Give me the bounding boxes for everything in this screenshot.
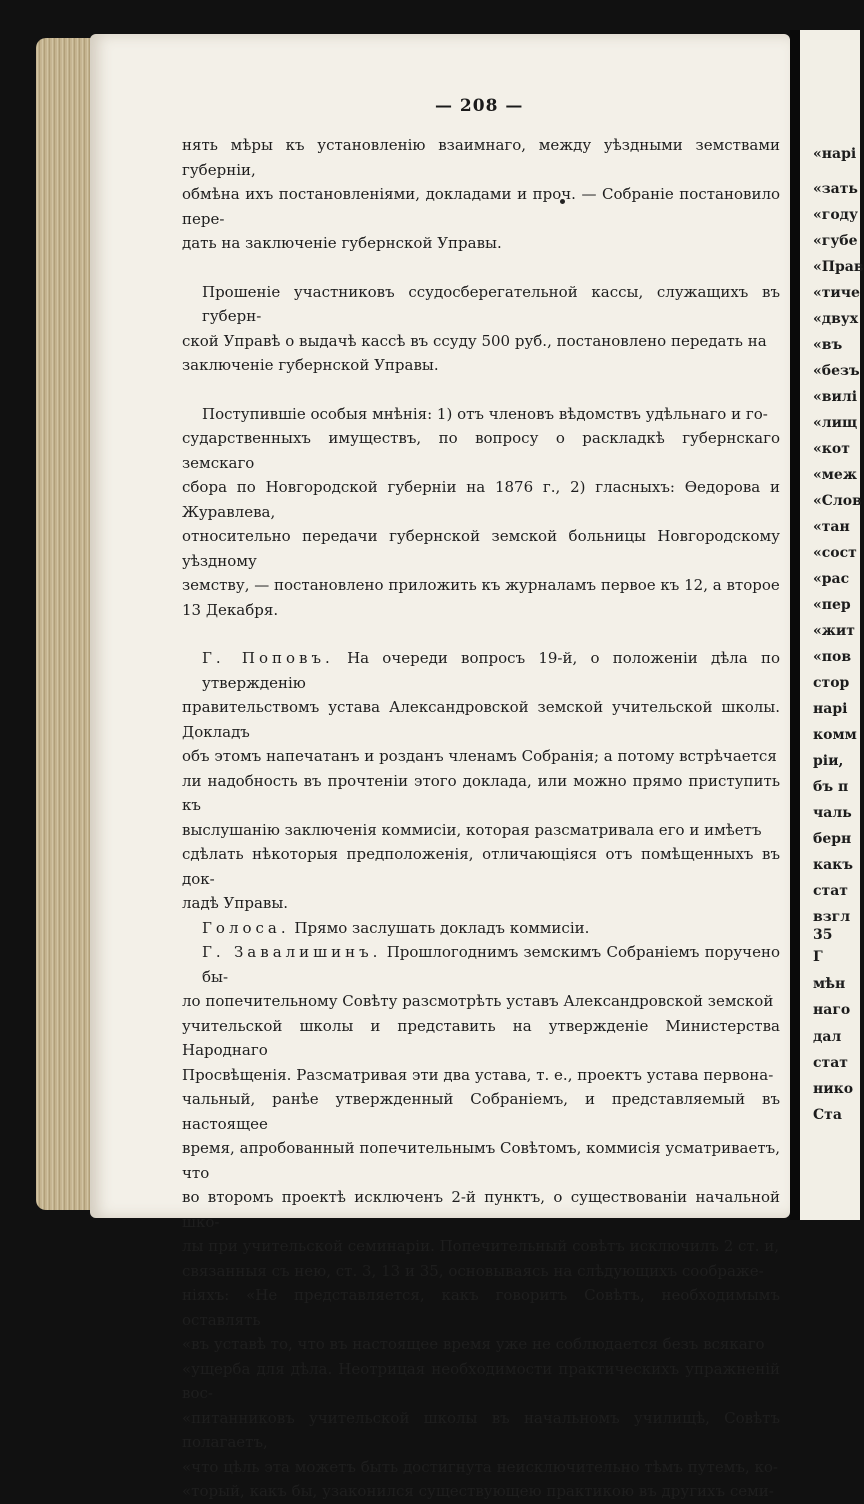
next-page-fragment: «въ bbox=[813, 337, 843, 353]
next-page-fragment: нарі bbox=[813, 701, 848, 717]
text-line: обмѣна ихъ постановленіями, докладами и проч. — Собраніе постановило пере- bbox=[182, 185, 780, 228]
text-line: лы при учительской семинаріи. Попечительный совѣтъ исключилъ 2 ст. и, bbox=[182, 1237, 780, 1255]
text-line: нять мѣры къ установленію взаимнаго, между уѣздными земствами губерніи, bbox=[182, 136, 780, 179]
text-line: 13 Декабря. bbox=[182, 600, 279, 619]
next-page-fragment: бъ п bbox=[813, 779, 849, 795]
speaker-name: Голоса. bbox=[202, 918, 290, 937]
next-page-fragment: 35 bbox=[813, 927, 833, 943]
speaker-name: Г. Поповъ. bbox=[202, 649, 334, 667]
next-page-fragment: берн bbox=[813, 831, 852, 847]
next-page-fragment: «зать bbox=[813, 181, 858, 197]
next-page-fragment: «Прав bbox=[813, 259, 864, 275]
paragraph-6 bbox=[182, 940, 780, 1504]
next-page-fragment: «пер bbox=[813, 597, 851, 613]
body-text bbox=[182, 133, 780, 1504]
next-page-fragment: «сост bbox=[813, 545, 857, 561]
text-line: во второмъ проектѣ исключенъ 2-й пунктъ, о существованіи начальной шко- bbox=[182, 1188, 780, 1231]
text-line: связанныя съ нею, ст. 3, 13 и 35, основываясь на слѣдующихъ соображе- bbox=[182, 1261, 764, 1280]
book-page-edges bbox=[36, 38, 96, 1210]
text-line: «въ уставѣ то, что въ настоящее время уже не соблюдается безъ всякаго bbox=[182, 1335, 765, 1353]
paragraph-1 bbox=[182, 133, 780, 256]
text-line: выслушанію заключенія коммисіи, которая разсматривала его и имѣетъ bbox=[182, 820, 762, 839]
text-line bbox=[182, 646, 780, 695]
next-page-fragment: Г bbox=[813, 949, 823, 965]
text-line: сдѣлать нѣкоторыя предположенія, отличающіяся отъ помѣщенныхъ въ док- bbox=[182, 845, 780, 888]
text-line: ло попечительному Совѣту разсмотрѣть уставъ Александровской земской bbox=[182, 992, 774, 1010]
text-line: Просвѣщенія. Разсматривая эти два устава, т. е., проектъ устава первона- bbox=[182, 1065, 774, 1084]
text-line: время, апробованный попечительнымъ Совѣтомъ, коммисія усматриваетъ, что bbox=[182, 1139, 780, 1182]
next-page-fragment: «Слов bbox=[813, 493, 862, 509]
next-page-fragment: ріи, bbox=[813, 753, 844, 769]
text-line: ской Управѣ о выдачѣ кассѣ въ ссуду 500 руб., постановлено передать на bbox=[182, 331, 767, 350]
text-line: учительской школы и представить на утвержденіе Министерства Народнаго bbox=[182, 1016, 780, 1059]
text-line: правительствомъ устава Александровской земской учительской школы. Докладъ bbox=[182, 698, 780, 741]
next-page-fragment: «губе bbox=[813, 233, 858, 249]
text-line: Прошеніе участниковъ ссудосберегательной кассы, служащихъ въ губерн- bbox=[202, 282, 780, 325]
text-line: чальный, ранѣе утвержденный Собраніемъ, и представляемый въ настоящее bbox=[182, 1090, 780, 1133]
next-page-fragment: «нарі bbox=[813, 146, 857, 162]
text-line: ли надобность въ прочтеніи этого доклада, или можно прямо приступить къ bbox=[182, 771, 780, 814]
next-page-fragment: «вилі bbox=[813, 389, 858, 405]
text-line: дать на заключеніе губернской Управы. bbox=[182, 234, 502, 252]
paragraph-3 bbox=[182, 402, 780, 623]
text-line: заключеніе губернской Управы. bbox=[182, 356, 439, 374]
next-page-fragment: «кот bbox=[813, 441, 850, 457]
page-number: — 208 — bbox=[435, 96, 524, 116]
text-line: ніяхъ: «Не представляется, какъ говоритъ Совѣтъ, необходимымъ оставлять bbox=[182, 1286, 780, 1329]
paragraph-2 bbox=[182, 280, 780, 378]
next-page-fragment: «двух bbox=[813, 311, 859, 327]
text-line: «ущерба для дѣла. Неотрицая необходимости практическихъ упражненій вос- bbox=[182, 1359, 780, 1402]
text-line bbox=[182, 940, 780, 989]
next-page-fragment: «безъ bbox=[813, 363, 860, 379]
paragraph-5 bbox=[182, 916, 780, 941]
next-page-fragment: наго bbox=[813, 1002, 851, 1018]
next-page-fragment: «тан bbox=[813, 519, 850, 535]
next-page-fragment: какъ bbox=[813, 857, 854, 873]
next-page-fragment: чаль bbox=[813, 805, 852, 821]
text-line: сударственныхъ имуществъ, по вопросу о раскладкѣ губернскаго земскаго bbox=[182, 429, 780, 472]
next-page-fragment: «тиче bbox=[813, 285, 860, 301]
next-page-fragment: Ста bbox=[813, 1107, 842, 1123]
text-line: ладѣ Управы. bbox=[182, 894, 289, 912]
line-text: Прошлогоднимъ земскимъ Собраніемъ поручено бы- bbox=[202, 943, 780, 986]
line-text: На очереди вопросъ 19-й, о положеніи дѣла по утвержденію bbox=[202, 649, 780, 692]
text-line: «что цѣль эта можетъ быть достигнута неисключительно тѣмъ путемъ, ко- bbox=[182, 1457, 778, 1476]
next-page-fragment: стат bbox=[813, 883, 848, 899]
text-line: относительно передачи губернской земской больницы Новгородскому уѣздному bbox=[182, 527, 780, 570]
text-line bbox=[182, 916, 780, 941]
speaker-name: Г. Завалишинъ. bbox=[202, 943, 382, 961]
next-page-fragment: «жит bbox=[813, 623, 855, 639]
text-line: земству, — постановлено приложить къ журналамъ первое къ 12, а второе bbox=[182, 576, 780, 594]
next-page-fragment: дал bbox=[813, 1029, 842, 1045]
next-page-strip bbox=[800, 30, 864, 1220]
next-page-fragment: мѣн bbox=[813, 976, 846, 992]
next-page-fragment: «меж bbox=[813, 467, 857, 483]
text-line: Поступившіе особыя мнѣнія: 1) отъ членовъ вѣдомствъ удѣльнаго и го- bbox=[202, 404, 768, 423]
book-gutter bbox=[790, 30, 800, 1220]
text-line: сбора по Новгородской губерніи на 1876 г., 2) гласныхъ: Ѳедорова и Журавлева, bbox=[182, 478, 780, 521]
next-page-fragment: стор bbox=[813, 675, 850, 691]
next-page-fragment: стат bbox=[813, 1055, 848, 1071]
next-page-fragment: «пов bbox=[813, 649, 852, 665]
next-page-fragment: «рас bbox=[813, 571, 850, 587]
text-line: «питанниковъ учительской школы въ начальномъ училищѣ, Совѣтъ полагаетъ, bbox=[182, 1408, 780, 1451]
text-line: объ этомъ напечатанъ и розданъ членамъ Собранія; а потому встрѣчается bbox=[182, 747, 777, 765]
next-page-fragment: взгл bbox=[813, 909, 851, 925]
next-page-fragment: «лищ bbox=[813, 415, 858, 431]
next-page-fragment: комм bbox=[813, 727, 857, 743]
text-line: «торый, какъ бы, узаконился существующею практикою въ другихъ семи- bbox=[182, 1482, 774, 1500]
next-page-fragment: «году bbox=[813, 207, 858, 223]
line-text: Прямо заслушать докладъ коммисіи. bbox=[294, 918, 590, 937]
next-page-fragment: нико bbox=[813, 1081, 854, 1097]
paragraph-4 bbox=[182, 646, 780, 916]
